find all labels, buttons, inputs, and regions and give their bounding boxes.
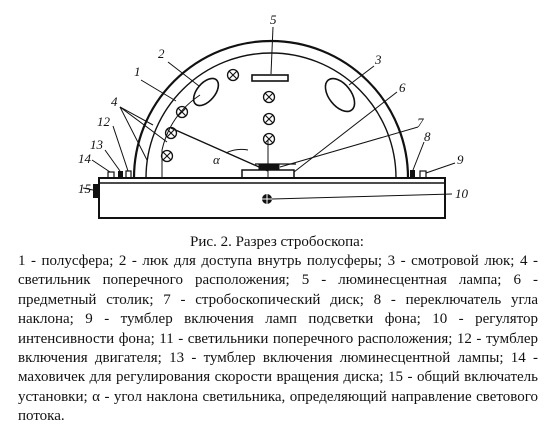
leader-4b: [120, 107, 167, 142]
switch-12: [126, 171, 131, 178]
leader-9: [426, 163, 455, 173]
callout-8: 8: [424, 129, 431, 144]
fluorescent-lamp: [252, 75, 288, 81]
lamp-column-1-icon: [264, 92, 275, 103]
callout-6: 6: [399, 80, 406, 95]
lamp-side-3-icon: [162, 151, 173, 162]
callout-15: 15: [78, 181, 91, 196]
lamp-column-2-icon: [264, 114, 275, 125]
callout-9: 9: [457, 152, 464, 167]
switch-8: [410, 170, 415, 178]
main-switch: [93, 184, 99, 198]
callout-7: 7: [417, 115, 424, 130]
leader-10: [272, 194, 452, 199]
switch-13: [118, 171, 123, 178]
angle-alpha-arc: [226, 149, 248, 153]
callout-13: 13: [90, 137, 103, 152]
stroboscopic-disk: [259, 164, 279, 170]
leader-8: [413, 142, 424, 170]
lamp-column-3-icon: [264, 134, 275, 145]
switch-9: [420, 171, 426, 178]
callout-12: 12: [97, 114, 110, 129]
leader-5: [271, 27, 273, 74]
leader-4c: [120, 107, 147, 160]
figure-caption-legend: 1 - полусфера; 2 - люк для доступа внутрь полусферы; 3 - смотровой люк; 4 - светильник поперечного расположения; 5 - люминесцентная лампа; 6 - предметный столик; 7 - стробоскопический диск; 8 - переключатель угла наклона; 9 - тумблер включения ламп подсветки фона; 10 - регулятор интенсивности фона; 11 - светильники поперечного расположения; 12 - тумблер включения двигателя; 13 - тумблер включения люминесцентной лампы; 14 - маховичек для регулирования скорости вращения диска; 15 - общий включатель установки; α - угол наклона светильника, определяющий направление светового потока.: [18, 253, 538, 425]
hemisphere-outer: [134, 41, 408, 178]
alpha-symbol: α: [213, 152, 220, 167]
lamp-top-icon: [228, 70, 239, 81]
leader-13: [105, 150, 120, 171]
viewing-hatch: [320, 73, 361, 116]
callout-2: 2: [158, 46, 165, 61]
base-housing: [99, 178, 445, 218]
leader-7: [280, 127, 418, 167]
figure-caption-title: Рис. 2. Разрез стробоскопа:: [190, 234, 364, 250]
callout-5: 5: [270, 12, 277, 27]
callout-1: 1: [134, 64, 141, 79]
leader-14: [92, 160, 110, 172]
callout-10: 10: [455, 186, 468, 201]
callout-3: 3: [375, 52, 382, 67]
callout-4: 4: [111, 94, 118, 109]
leader-6: [294, 92, 397, 172]
callout-14: 14: [78, 151, 91, 166]
